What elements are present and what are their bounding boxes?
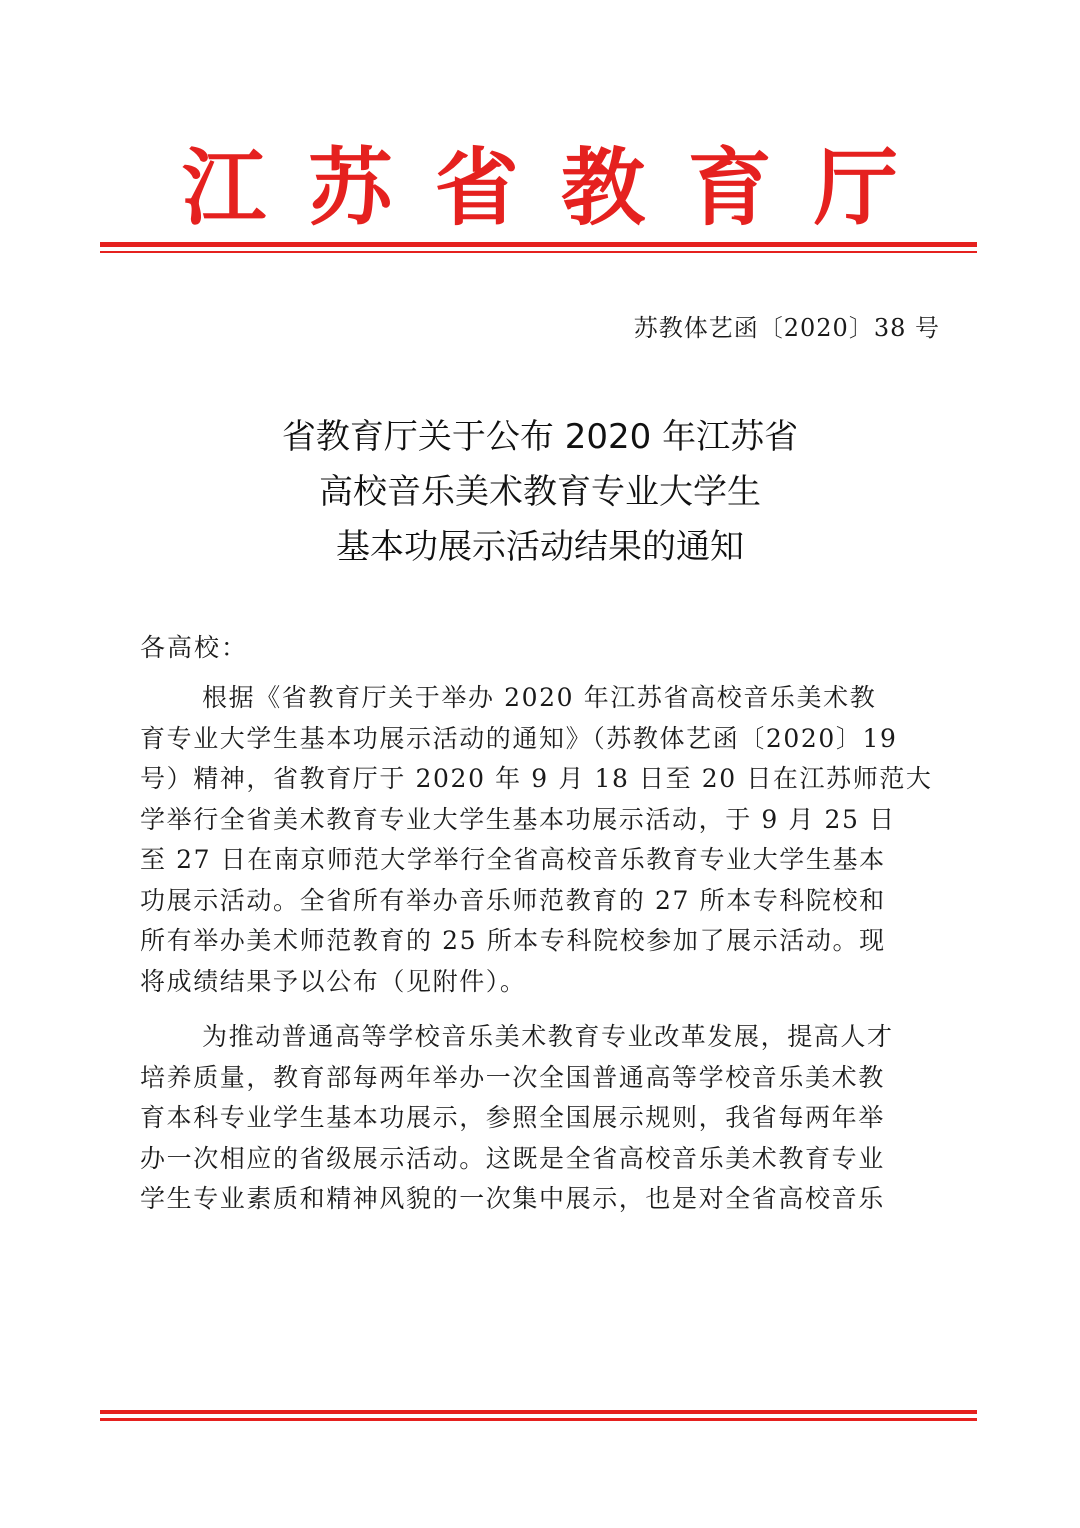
paragraph-1 bbox=[140, 678, 940, 1002]
text-line: 育专业大学生基本功展示活动的通知》（苏教体艺函〔2020〕19 bbox=[140, 723, 898, 753]
letterhead-char: 苏 bbox=[308, 139, 393, 237]
body-text bbox=[140, 678, 940, 1220]
title-line: 高校音乐美术教育专业大学生 bbox=[319, 472, 761, 512]
text-line: 学生专业素质和精神风貌的一次集中展示，也是对全省高校音乐 bbox=[140, 1184, 885, 1213]
text-line: 所有举办美术师范教育的 25 所本专科院校参加了展示活动。现 bbox=[140, 926, 886, 955]
footer-divider-thin bbox=[100, 1418, 977, 1421]
text-line: 号）精神，省教育厅于 2020 年 9 月 18 日至 20 日在江苏师范大 bbox=[140, 764, 933, 793]
text-line: 根据《省教育厅关于举办 2020 年江苏省高校音乐美术教 bbox=[202, 683, 877, 712]
letterhead-char: 厅 bbox=[813, 139, 898, 237]
text-line: 至 27 日在南京师范大学举行全省高校音乐教育专业大学生基本 bbox=[140, 845, 886, 874]
footer-divider-thick bbox=[100, 1410, 977, 1414]
paragraph-2 bbox=[140, 1017, 940, 1220]
header-divider-thick bbox=[100, 242, 977, 247]
text-line: 办一次相应的省级展示活动。这既是全省高校音乐美术教育专业 bbox=[140, 1143, 885, 1173]
text-line: 培养质量，教育部每两年举办一次全国普通高等学校音乐美术教 bbox=[140, 1062, 885, 1092]
salutation: 各高校： bbox=[140, 633, 249, 662]
title-line: 基本功展示活动结果的通知 bbox=[336, 527, 744, 567]
text-line: 功展示活动。全省所有举办音乐师范教育的 27 所本专科院校和 bbox=[140, 885, 886, 915]
text-line: 育本科专业学生基本功展示，参照全国展示规则，我省每两年举 bbox=[140, 1103, 885, 1132]
letterhead-title bbox=[100, 138, 980, 238]
text-line: 学举行全省美术教育专业大学生基本功展示活动，于 9 月 25 日 bbox=[140, 804, 896, 834]
letterhead-char: 江 bbox=[182, 139, 267, 237]
text-line: 将成绩结果予以公布（见附件）。 bbox=[140, 966, 527, 996]
title-line: 省教育厅关于公布 2020 年江苏省 bbox=[281, 417, 799, 457]
header-divider-thin bbox=[100, 251, 977, 253]
letterhead-char: 教 bbox=[561, 139, 646, 237]
letterhead-char: 育 bbox=[687, 139, 772, 237]
letterhead-char: 省 bbox=[434, 139, 519, 237]
document-number: 苏教体艺函〔2020〕38 号 bbox=[633, 314, 940, 342]
text-line: 为推动普通高等学校音乐美术教育专业改革发展，提高人才 bbox=[202, 1022, 894, 1051]
notice-title bbox=[140, 410, 940, 575]
